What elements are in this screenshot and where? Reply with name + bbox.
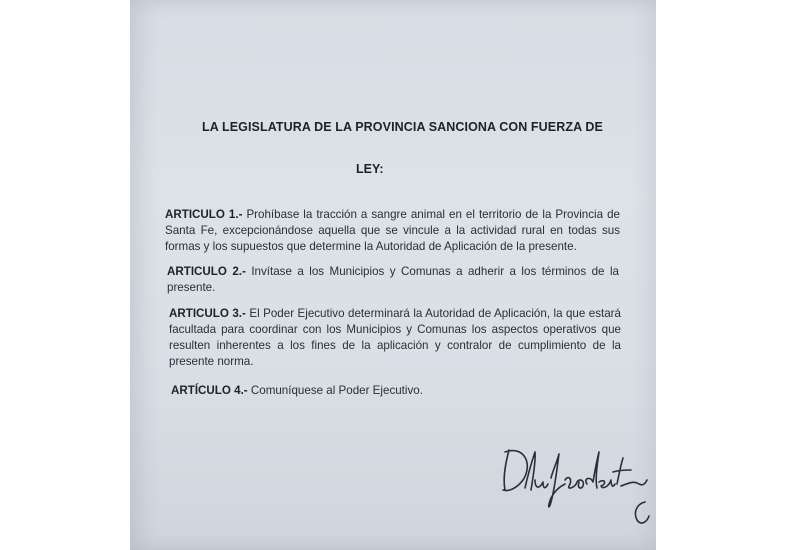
article-2-text: Invítase a los Municipios y Comunas a adherir a los términos de la presente. — [167, 265, 619, 294]
article-3-label: ARTICULO 3.- — [169, 307, 246, 320]
handwritten-signature — [495, 440, 655, 535]
article-1-label: ARTICULO 1.- — [165, 208, 243, 221]
paper-sheet — [130, 0, 656, 550]
article-4-label: ARTÍCULO 4.- — [171, 384, 248, 397]
article-2-label: ARTICULO 2.- — [167, 265, 246, 278]
article-3-text: El Poder Ejecutivo determinará la Autoridad de Aplicación, la que estará facultada para coordinar con los Municipios y Comunas los aspectos operativos que resulten inherentes a los fines de la aplicación y contralor de cumplimiento de la presente norma. — [169, 307, 621, 368]
article-4 — [171, 383, 591, 399]
article-1 — [165, 207, 620, 255]
article-4-text: Comuníquese al Poder Ejecutivo. — [247, 384, 423, 397]
article-1-text: Prohíbase la tracción a sangre animal en el territorio de la Provincia de Santa Fe, excepcionándose aquella que se vincule a la actividad rural en todas sus formas y los supuestos que determine la Autoridad de Aplicación de la presente. — [165, 208, 620, 253]
document-heading-ley: LEY: — [356, 162, 384, 176]
document-heading: LA LEGISLATURA DE LA PROVINCIA SANCIONA CON FUERZA DE — [202, 120, 603, 134]
article-2 — [167, 264, 619, 296]
article-3 — [169, 306, 621, 370]
